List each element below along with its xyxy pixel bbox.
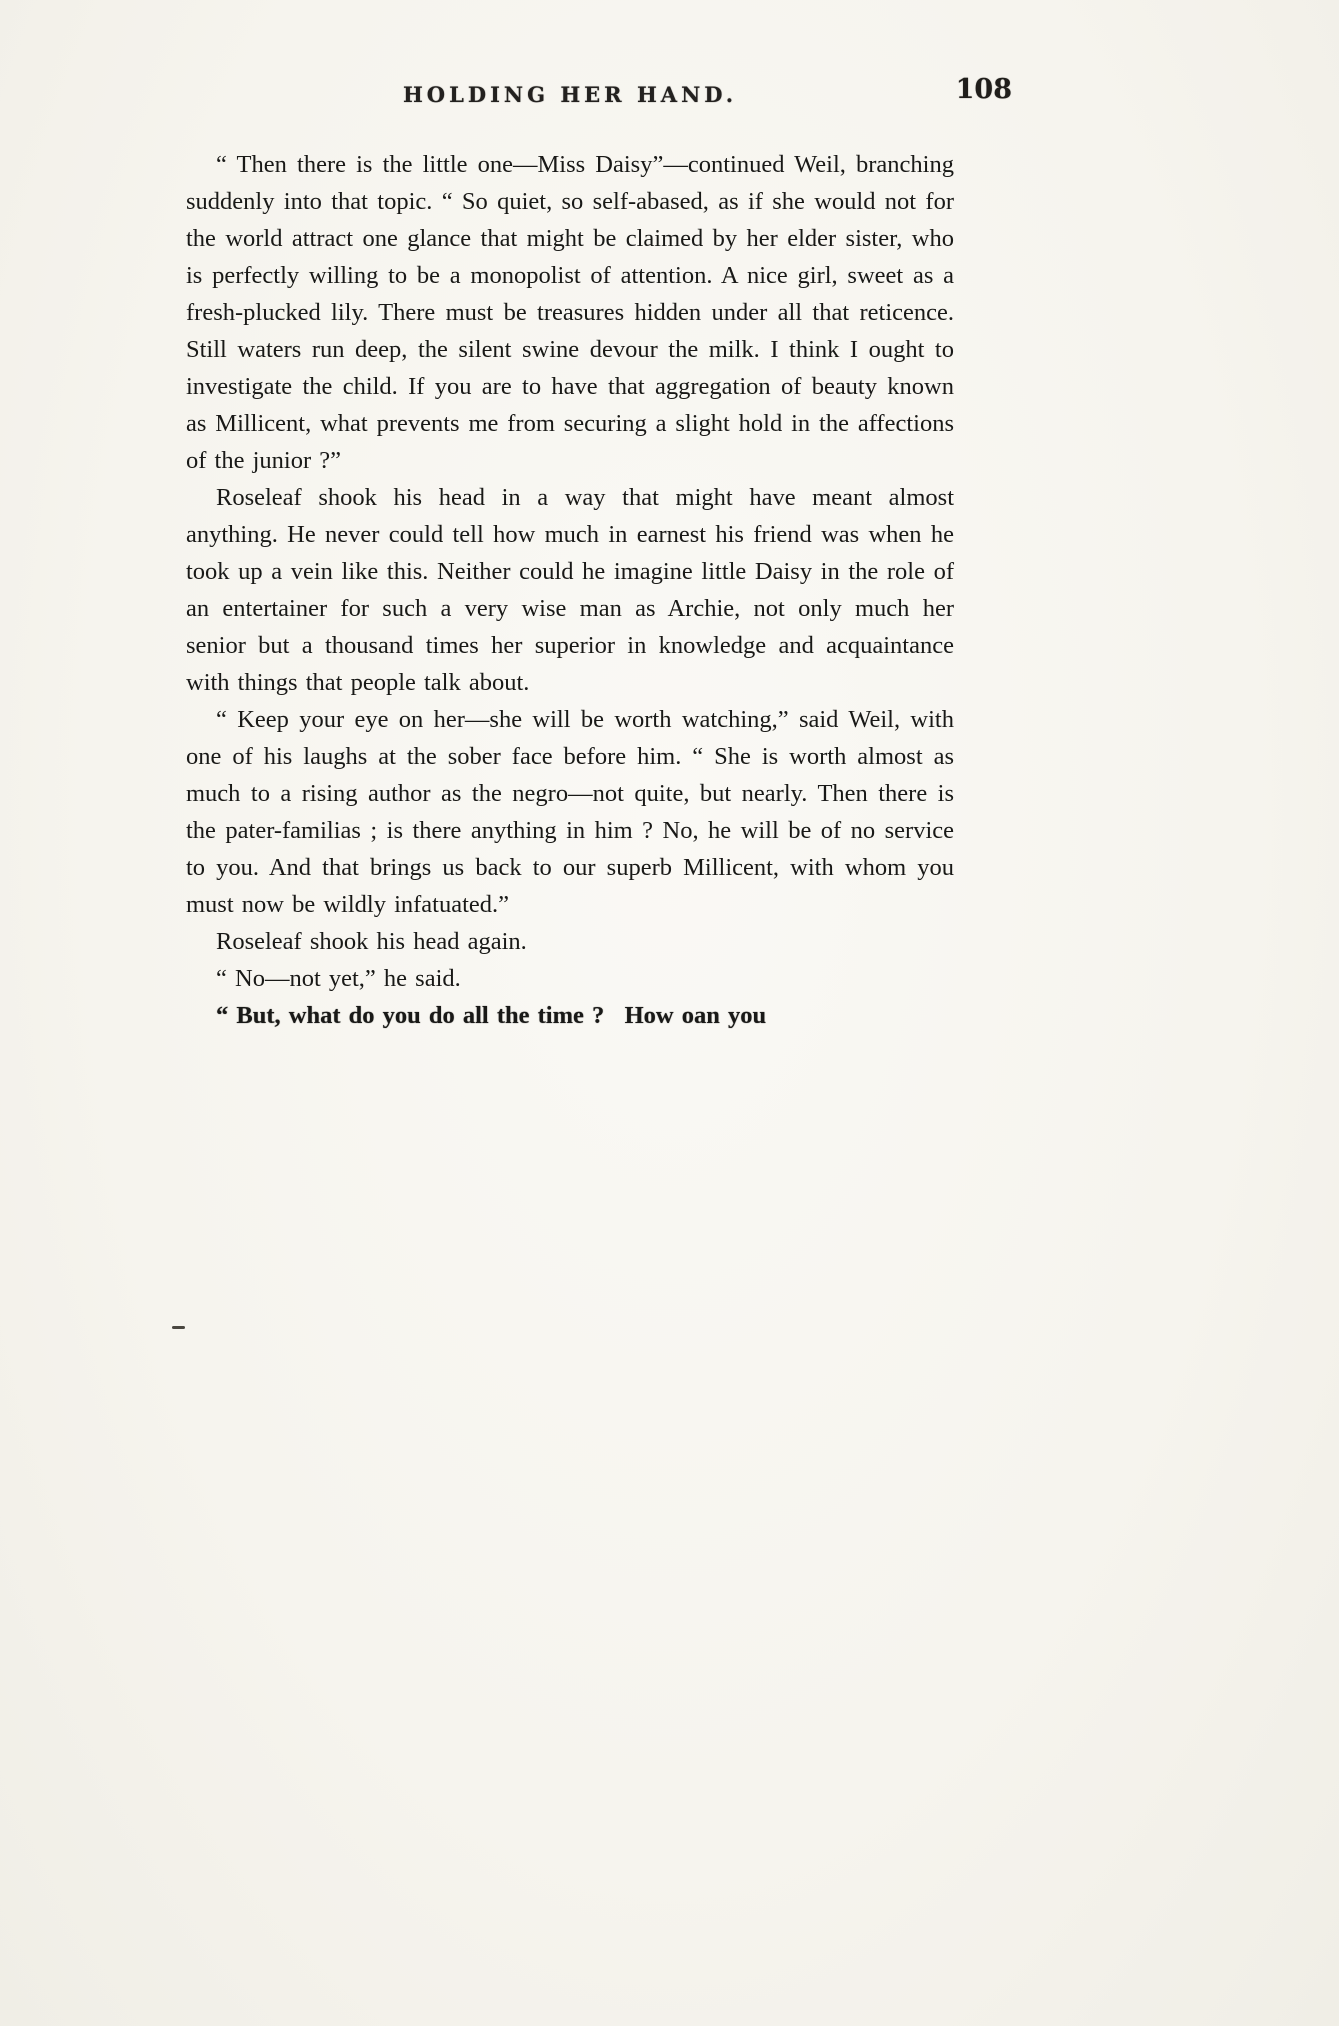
scan-artifact-dash [172, 1326, 185, 1329]
text-block [186, 146, 954, 1034]
paragraph: “ Keep your eye on her—she will be worth watching,” said Weil, with one of his laughs at the sober face before him. “ She is worth almost as much to a rising author as the negro—not quite, but nearly. Then there is the pater-familias ; is there anything in him ? No, he will be of no service to you. And that brings us back to our superb Millicent, with whom you must now be wildly infatuated.” [186, 706, 954, 918]
paragraph-bold-catchline: “ But, what do you do all the time ? How oan you [216, 1002, 767, 1029]
paragraph: “ Then there is the little one—Miss Daisy”—continued Weil, branching suddenly into that topic. “ So quiet, so self-abased, as if she would not for the world attract one glance that might be claimed by her elder sister, who is perfectly willing to be a monopolist of attention. A nice girl, sweet as a fresh-plucked lily. There must be treasures hidden under all that reticence. Still waters run deep, the silent swine devour the milk. I think I ought to investigate the child. If you are to have that aggregation of beauty known as Millicent, what prevents me from securing a slight hold in the affections of the junior ?” [186, 151, 954, 474]
paragraph: Roseleaf shook his head in a way that might have meant almost anything. He never could tell how much in earnest his friend was when he took up a vein like this. Neither could he imagine little Daisy in the role of an entertainer for such a very wise man as Archie, not only much her senior but a thousand times her superior in knowledge and acquaintance with things that people talk about. [186, 484, 954, 696]
paragraph: “ No—not yet,” he said. [216, 965, 461, 992]
page-number: 108 [955, 74, 1012, 105]
paragraph: Roseleaf shook his head again. [216, 928, 527, 955]
running-header [186, 82, 954, 107]
header-title: HOLDING HER HAND. [402, 82, 738, 107]
